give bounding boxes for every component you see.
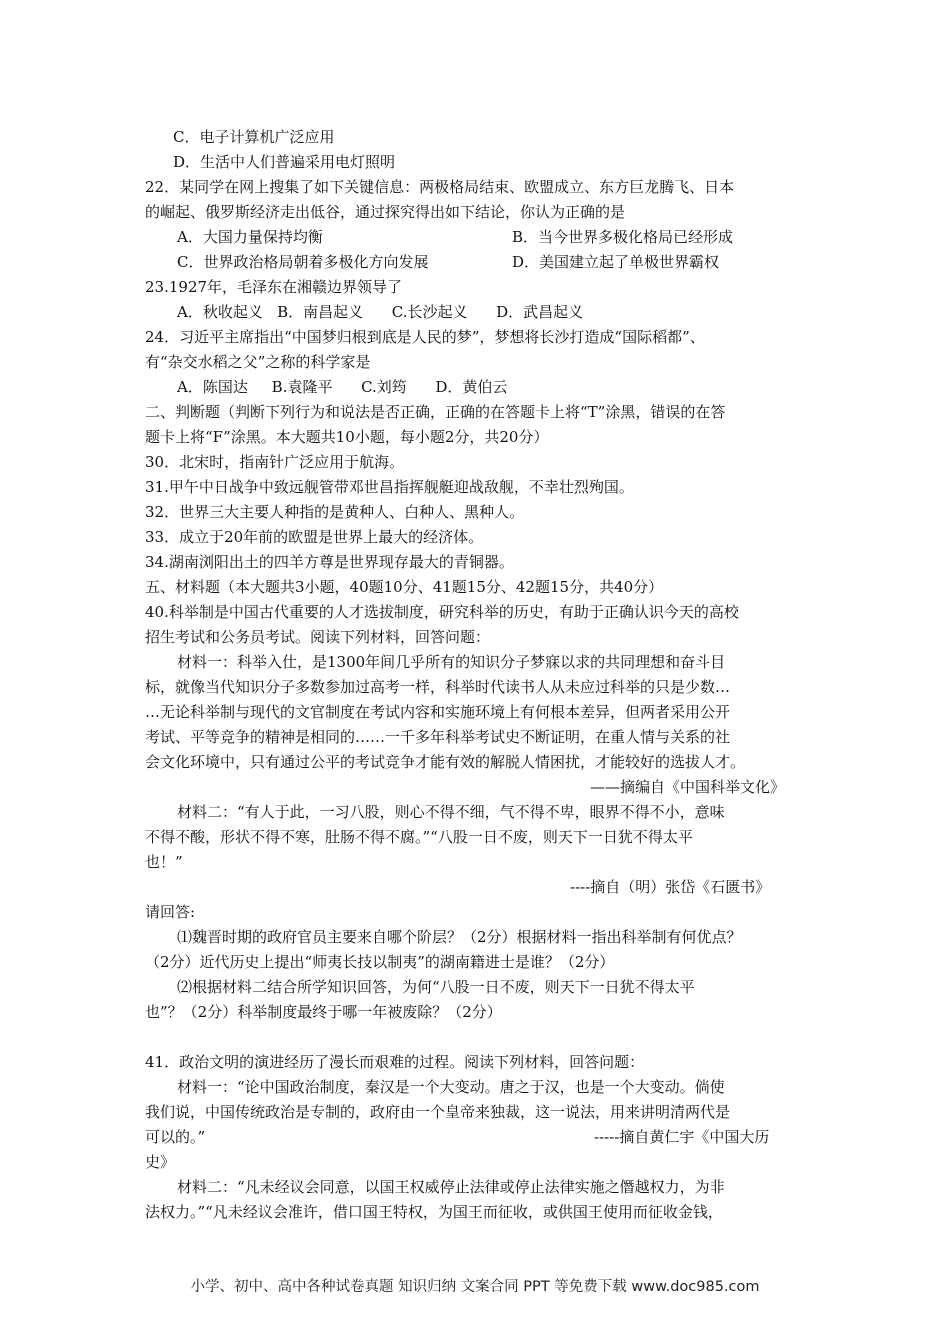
material-41-1-cont: 可以的。” <box>145 1128 206 1146</box>
material-41-2: 材料二：“凡未经议会同意，以国王权威停止法律或停止法律实施之僭越权力，为非 <box>177 1178 725 1196</box>
question-31: 31.甲午中日战争中致远舰管带邓世昌指挥舰艇迎战敌舰，不幸壮烈殉国。 <box>145 478 634 496</box>
material-41-2-cont: 法权力。”“凡未经议会准许，借口国王特权，为国王而征收，或供国王使用而征收金钱， <box>145 1203 723 1221</box>
question-34: 34.湖南浏阳出土的四羊方尊是世界现存最大的青铜器。 <box>145 553 514 571</box>
question-23: 23.1927年，毛泽东在湘赣边界领导了 <box>145 278 403 296</box>
material-1-source: ——摘编自《中国科举文化》 <box>590 778 786 796</box>
section-2-heading-cont: 题卡上将“F”涂黑。本大题共10小题，每小题2分，共20分） <box>145 428 549 446</box>
section-2-heading: 二、判断题（判断下列行为和说法是否正确，正确的在答题卡上将“T”涂黑，错误的在答 <box>145 403 726 421</box>
option-22b: B．当今世界多极化格局已经形成 <box>512 228 734 246</box>
options-23: A．秋收起义 B．南昌起义 C.长沙起义 D．武昌起义 <box>177 303 584 321</box>
option-21d: D．生活中人们普遍采用电灯照明 <box>173 153 396 171</box>
question-40: 40.科举制是中国古代重要的人才选拔制度，研究科举的历史，有助于正确认识今天的高校 <box>145 603 739 621</box>
options-24: A．陈国达 B.袁隆平 C.刘筠 D．黄伯云 <box>177 378 508 396</box>
option-22a: A．大国力量保持均衡 <box>177 228 323 246</box>
material-2-line: 材料二：“有人于此，一习八股，则心不得不细，气不得不卑，眼界不得不小，意味 <box>177 803 725 821</box>
question-22: 22．某同学在网上搜集了如下关键信息：两极格局结束、欧盟成立、东方巨龙腾飞、日本 <box>145 178 735 196</box>
sub-question-1-cont: （2分）近代历史上提出“师夷长技以制夷”的湖南籍进士是谁？（2分） <box>145 953 615 971</box>
option-21c: C．电子计算机广泛应用 <box>173 128 335 146</box>
page-footer: 小学、初中、高中各种试卷真题 知识归纳 文案合同 PPT 等免费下载 www.doc985.com <box>190 1279 760 1295</box>
material-2-source: ----摘自（明）张岱《石匮书》 <box>570 878 771 896</box>
material-1-line: 会文化环境中，只有通过公平的考试竞争才能有效的解脱人情困扰，才能较好的选拔人才。 <box>145 753 746 771</box>
sub-question-2: ⑵根据材料二结合所学知识回答，为何“八股一日不废，则天下一日犹不得太平 <box>177 978 695 996</box>
option-22c: C．世界政治格局朝着多极化方向发展 <box>177 253 429 271</box>
question-22-cont: 的崛起、俄罗斯经济走出低谷，通过探究得出如下结论，你认为正确的是 <box>145 203 626 221</box>
material-1-line: 材料一：科举入仕，是1300年间几乎所有的知识分子梦寐以求的共同理想和奋斗目 <box>177 653 726 671</box>
question-30: 30．北宋时，指南针广泛应用于航海。 <box>145 453 405 471</box>
material-2-line: 不得不酸，形状不得不寒，肚肠不得不腐。”“八股一日不废，则天下一日犹不得太平 <box>145 828 693 846</box>
material-41-1-source: -----摘自黄仁宇《中国大历 <box>594 1128 770 1146</box>
material-41-1-cont: 我们说，中国传统政治是专制的，政府由一个皇帝来独裁，这一说法，用来讲明清两代是 <box>145 1103 731 1121</box>
question-40-cont: 招生考试和公务员考试。阅读下列材料，回答问题： <box>145 628 491 646</box>
sub-question-1: ⑴魏晋时期的政府官员主要来自哪个阶层？（2分）根据材料一指出科举制有何优点？ <box>177 928 742 946</box>
question-24: 24．习近平主席指出“中国梦归根到底是人民的梦”，梦想将长沙打造成“国际稻都”、 <box>145 328 705 346</box>
sub-question-2-cont: 也”？（2分）科举制度最终于哪一年被废除？（2分） <box>145 1003 502 1021</box>
material-41-1: 材料一：“论中国政治制度，秦汉是一个大变动。唐之于汉，也是一个大变动。倘使 <box>177 1078 725 1096</box>
material-41-1-source-cont: 史》 <box>145 1153 176 1171</box>
question-41: 41．政治文明的演进经历了漫长而艰难的过程。阅读下列材料，回答问题： <box>145 1053 645 1071</box>
material-1-line: …无论科举制与现代的文官制度在考试内容和实施环境上有何根本差异，但两者采用公开 <box>145 703 731 721</box>
answer-prompt: 请回答: <box>145 903 196 921</box>
material-2-line: 也！” <box>145 853 183 871</box>
material-1-line: 考试、平等竞争的精神是相同的……一千多年科举考试史不断证明，在重人情与关系的社 <box>145 728 731 746</box>
question-32: 32．世界三大主要人种指的是黄种人、白种人、黑种人。 <box>145 503 525 521</box>
question-33: 33．成立于20年前的欧盟是世界上最大的经济体。 <box>145 528 484 546</box>
section-5-heading: 五、材料题（本大题共3小题，40题10分、41题15分、42题15分，共40分） <box>145 578 664 596</box>
option-22d: D．美国建立起了单极世界霸权 <box>512 253 720 271</box>
material-1-line: 标，就像当代知识分子多数参加过高考一样，科举时代读书人从未应过科举的只是少数… <box>145 678 731 696</box>
question-24-cont: 有“杂交水稻之父”之称的科学家是 <box>145 353 371 371</box>
